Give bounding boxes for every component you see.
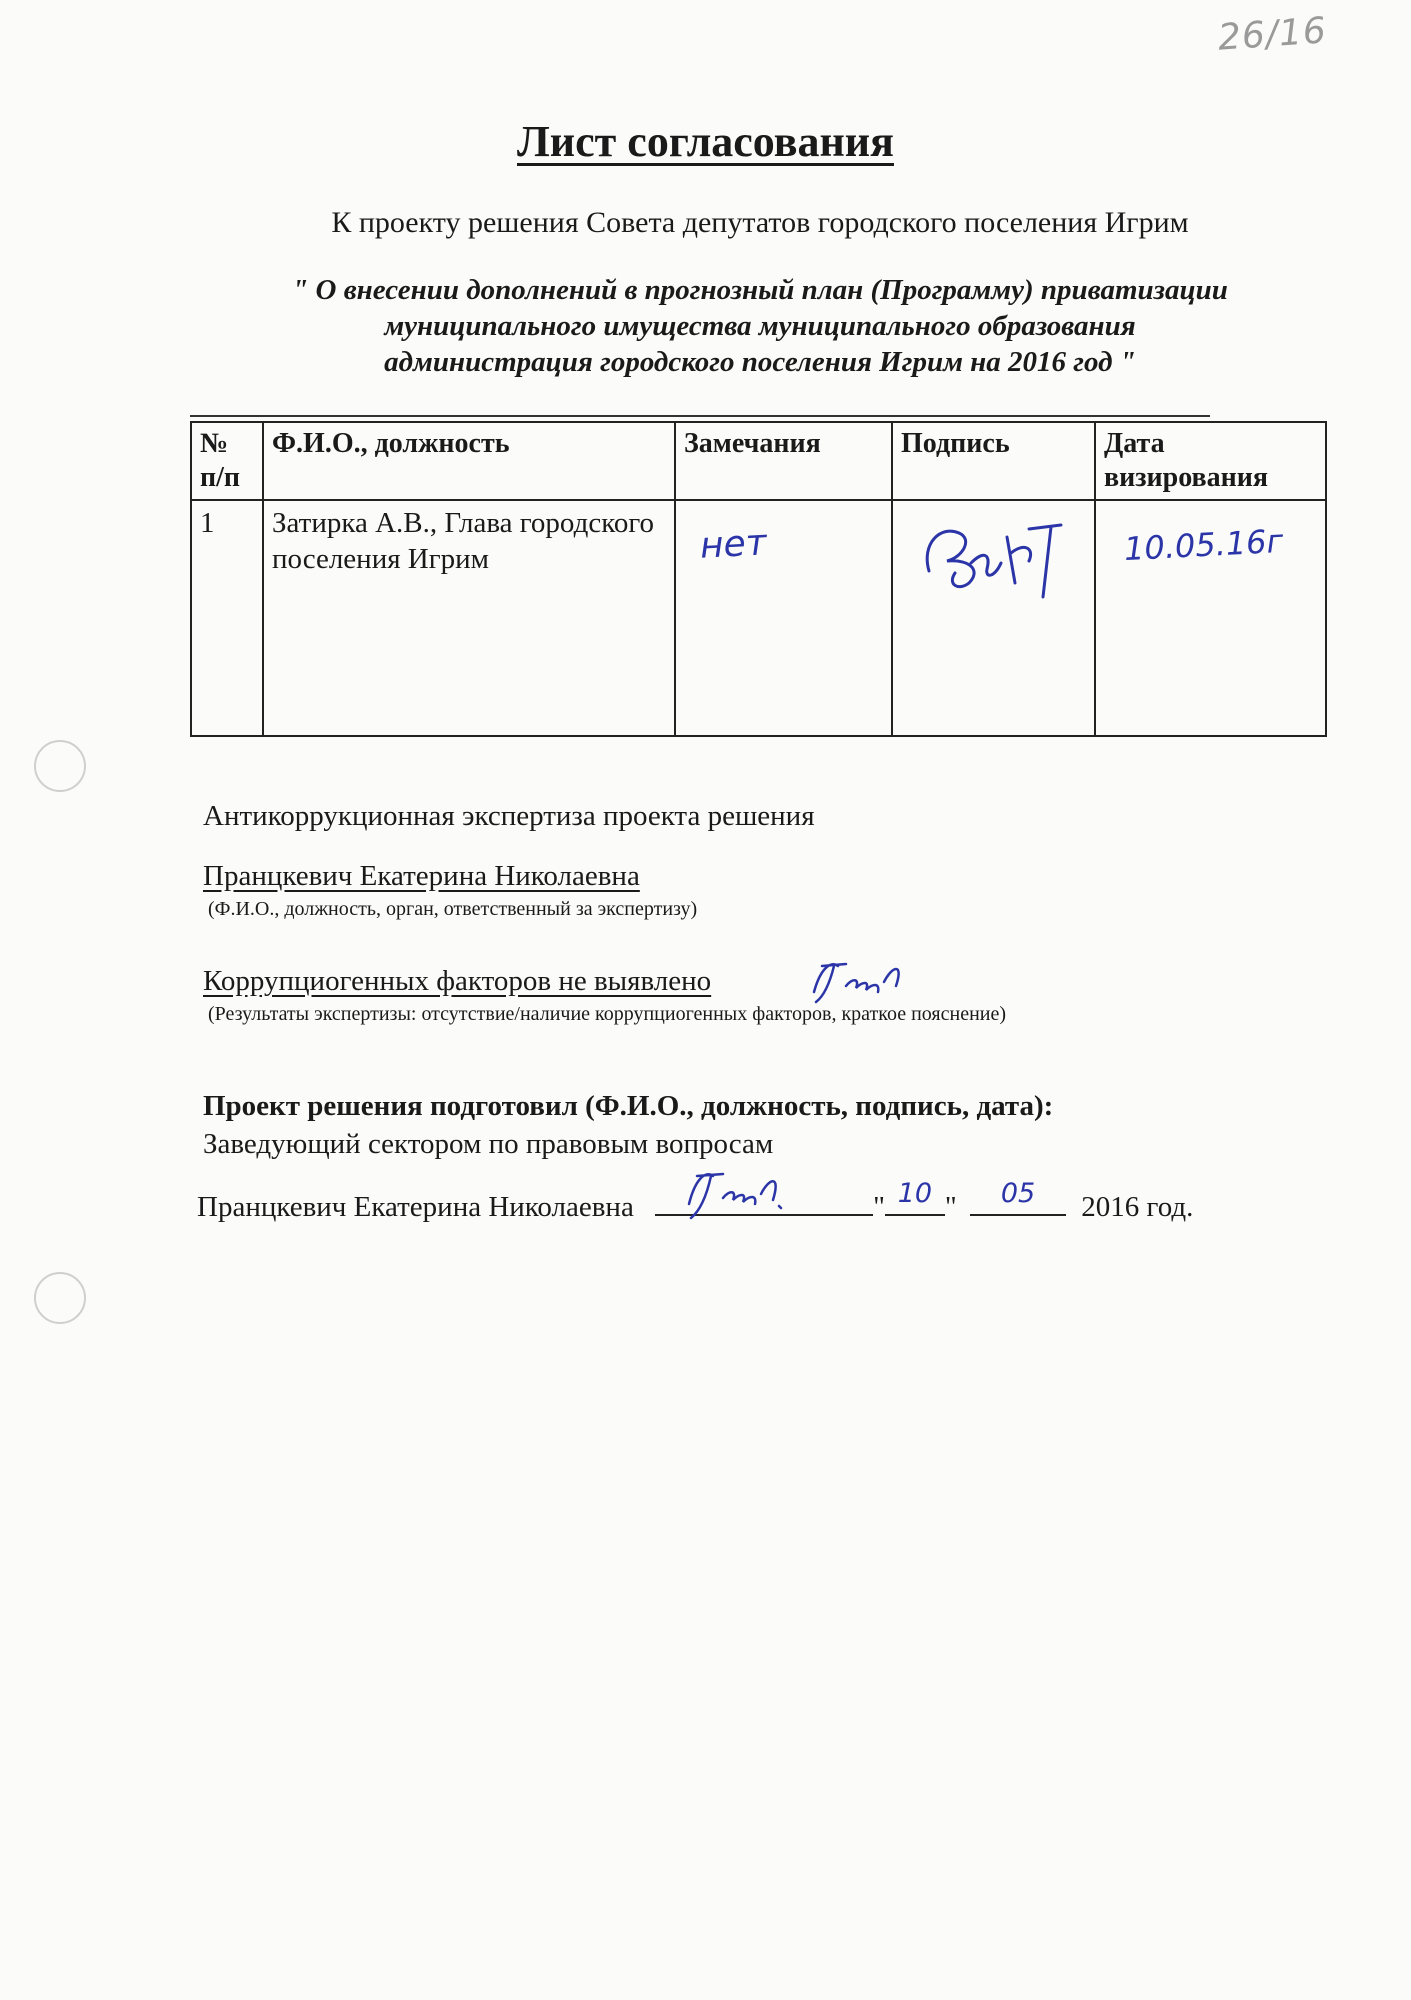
approval-table bbox=[190, 421, 1327, 737]
preparer-month-blank bbox=[970, 1178, 1066, 1216]
preparer-signature-blank bbox=[655, 1184, 873, 1216]
cell-remarks bbox=[675, 500, 892, 736]
project-name-line: администрация городского поселения Игрим на 2016 год " bbox=[384, 346, 1136, 378]
punch-hole-mark bbox=[34, 740, 86, 792]
header-remarks: Замечания bbox=[675, 422, 892, 500]
project-name-line: " О внесении дополнений в прогнозный план (Программу) приватизации bbox=[292, 274, 1228, 306]
expert-caption: (Ф.И.О., должность, орган, ответственный за экспертизу) bbox=[208, 898, 698, 920]
handwritten-day: 10 bbox=[897, 1178, 933, 1209]
expertise-result-caption: (Результаты экспертизы: отсутствие/наличие коррупциогенных факторов, краткое пояснение) bbox=[208, 1003, 1007, 1025]
signature-zatirka bbox=[911, 513, 1081, 603]
expert-name: Пранцкевич Екатерина Николаевна bbox=[203, 860, 640, 892]
page-title: Лист согласования bbox=[517, 117, 894, 166]
header-signature: Подпись bbox=[892, 422, 1095, 500]
header-num: № п/п bbox=[191, 422, 263, 500]
cell-num: 1 bbox=[191, 500, 263, 736]
project-name bbox=[210, 272, 1310, 380]
punch-hole-mark bbox=[34, 1272, 86, 1324]
cell-name: Затирка А.В., Глава городского поселения Игрим bbox=[263, 500, 675, 736]
corner-note: 26/16 bbox=[1216, 10, 1329, 59]
table-header-row bbox=[191, 422, 1326, 500]
signature-prantskevich-expertise bbox=[800, 952, 910, 1007]
preparer-name: Пранцкевич Екатерина Николаевна bbox=[197, 1191, 634, 1223]
preparer-position: Заведующий сектором по правовым вопросам bbox=[203, 1128, 774, 1160]
preparer-year: 2016 год. bbox=[1081, 1191, 1194, 1223]
table-row bbox=[191, 500, 1326, 736]
cell-date bbox=[1095, 500, 1326, 736]
handwritten-date: 10.05.16г bbox=[1123, 521, 1285, 569]
handwritten-month: 05 bbox=[1000, 1178, 1036, 1209]
cell-signature bbox=[892, 500, 1095, 736]
handwritten-remarks: нет bbox=[698, 522, 768, 567]
prepared-heading: Проект решения подготовил (Ф.И.О., должность, подпись, дата): bbox=[203, 1090, 1054, 1122]
header-name: Ф.И.О., должность bbox=[263, 422, 675, 500]
preparer-sign-row: Пранцкевич Екатерина Николаевна " 10 " 05 2016 год. bbox=[197, 1184, 1193, 1224]
project-name-line: муниципального имущества муниципального образования bbox=[384, 310, 1136, 342]
preparer-day-blank bbox=[885, 1178, 945, 1216]
signature-prantskevich-preparer bbox=[675, 1160, 795, 1224]
expertise-heading: Антикоррукционная экспертиза проекта решения bbox=[203, 800, 815, 832]
subtitle: К проекту решения Совета депутатов городского поселения Игрим bbox=[331, 206, 1189, 239]
expertise-result: Коррупциогенных факторов не выявлено bbox=[203, 965, 712, 997]
table-top-rule bbox=[190, 415, 1210, 417]
header-date: Дата визирования bbox=[1095, 422, 1326, 500]
